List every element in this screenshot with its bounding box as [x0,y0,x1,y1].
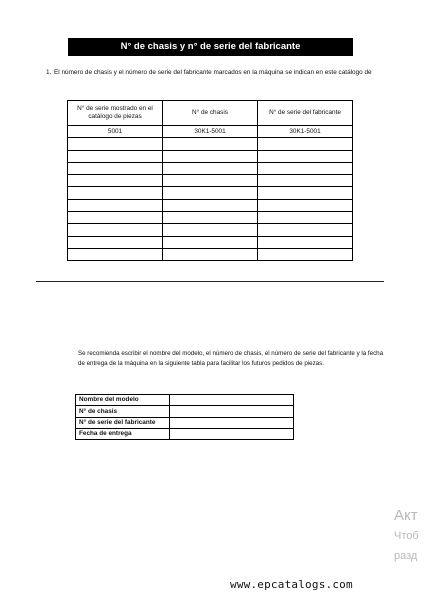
table-cell [163,175,258,187]
activation-watermark [394,506,419,565]
table-cell [258,138,353,150]
model-name-value [170,395,294,406]
table-row [68,138,353,150]
footer-url: www.epcatalogs.com [230,578,353,591]
table-row [68,199,353,211]
instruction-text-1: El número de chasis y el número de serie del fabricante marcados en la máquina se indican en este catálogo de [54,69,372,76]
table-cell [258,162,353,174]
page-title: N° de chasis y n° de serie del fabricante [68,38,353,56]
watermark-line-2: Чтоб [394,530,419,542]
table-cell [68,212,163,224]
table-cell [68,199,163,211]
table-cell: 30K1-5001 [163,126,258,138]
table-cell [68,138,163,150]
table-cell [68,248,163,260]
list-number: 1. [46,69,52,76]
delivery-date-label: Fecha de entrega [76,428,170,439]
delivery-date-value [170,428,294,439]
table-cell [163,212,258,224]
table-cell [68,236,163,248]
table-row [68,162,353,174]
table-row [76,406,294,417]
table-row [68,187,353,199]
table-cell [163,150,258,162]
table-cell [258,150,353,162]
model-name-label: Nombre del modelo [76,395,170,406]
instruction-paragraph-1 [46,68,384,78]
table-cell [258,175,353,187]
table-cell [163,187,258,199]
table-cell [258,199,353,211]
watermark-line-3: разд [394,550,418,562]
table-cell [163,224,258,236]
table-cell: 30K1-5001 [258,126,353,138]
table-row [76,417,294,428]
table-cell [258,224,353,236]
col-header-catalog-serial: N° de serie mostrado en el catálogo de piezas [68,101,163,126]
serial-table-header-row [68,101,353,126]
table-row [68,224,353,236]
table-row [68,150,353,162]
table-row [76,395,294,406]
chassis-number-label: N° de chasis [76,406,170,417]
table-cell [163,248,258,260]
table-cell [68,175,163,187]
watermark-line-1: Акт [394,507,418,524]
table-row [68,175,353,187]
table-row [68,212,353,224]
table-cell [163,199,258,211]
table-cell [68,187,163,199]
table-cell: 5001 [68,126,163,138]
recommendation-paragraph: Se recomienda escribir el nombre del modelo, el número de chasis, el número de serie del fabricante y la fecha de entrega de la máquina en la siguiente tabla para facilitar los futuros pedidos de piezas. [78,350,384,367]
table-cell [163,162,258,174]
table-cell [258,248,353,260]
manufacturer-serial-value [170,417,294,428]
manufacturer-serial-label: N° de serie del fabricante [76,417,170,428]
serial-number-table [67,100,353,261]
section-divider [36,281,384,282]
chassis-number-value [170,406,294,417]
table-cell [68,150,163,162]
table-cell [258,187,353,199]
table-row [68,236,353,248]
table-cell [258,236,353,248]
col-header-manufacturer-serial: N° de serie del fabricante [258,101,353,126]
table-row [76,428,294,439]
table-cell [258,212,353,224]
table-cell [68,162,163,174]
table-cell [163,236,258,248]
machine-info-table [75,394,294,440]
table-cell [163,138,258,150]
table-cell [68,224,163,236]
col-header-chassis: N° de chasis [163,101,258,126]
table-row [68,126,353,138]
table-row [68,248,353,260]
